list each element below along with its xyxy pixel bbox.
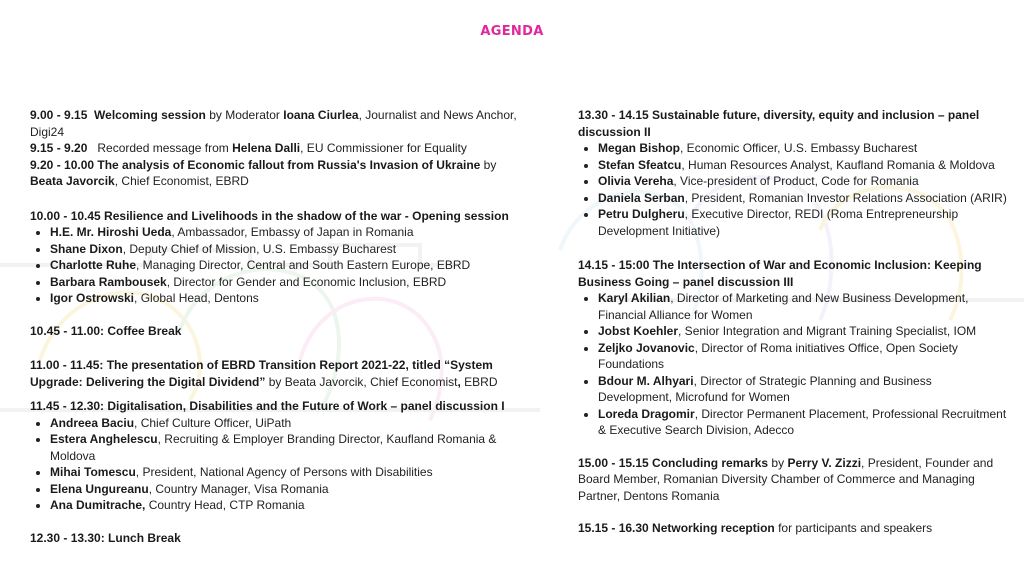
speaker-name: Ana Dumitrache, — [50, 498, 146, 512]
speaker-role: , Chief Culture Officer, UiPath — [134, 415, 292, 430]
speaker-role: , Country Manager, Visa Romania — [148, 481, 329, 496]
message-role: , EU Commissioner for Equality — [300, 141, 467, 155]
speaker-name: Shane Dixon — [50, 241, 123, 256]
speaker-item — [50, 257, 530, 274]
speaker-role: , Executive Director, REDI (Roma Entrepreneurship Development Initiative) — [598, 207, 959, 238]
speaker-item — [598, 323, 1008, 340]
report-title: 11.00 - 11.45: The presentation of EBRD Transition Report 2021-22, titled “System Upgrade: Delivering the Digital Dividend” — [30, 358, 493, 389]
panel-one-title: 11.45 - 12.30: Digitalisation, Disabilities and the Future of Work – panel discussion I — [30, 399, 505, 413]
panel-one-item — [30, 398, 530, 514]
analysis-name: Beata Javorcik — [30, 174, 115, 188]
speaker-item — [598, 173, 1008, 190]
panel-three-item — [578, 257, 1008, 439]
speaker-name: Bdour M. Alhyari — [598, 373, 694, 388]
analysis-title: 9.20 - 10.00 The analysis of Economic fallout from Russia's Invasion of Ukraine — [30, 157, 481, 172]
panel-three-title: 14.15 - 15:00 The Intersection of War and Economic Inclusion: Keeping Business Going – panel discussion III — [578, 258, 982, 289]
speaker-item — [50, 224, 530, 241]
report-by: by Beata Javorcik, Chief Economist — [265, 374, 458, 389]
speaker-name: Barbara Rambousek — [50, 274, 167, 289]
speaker-role: , Deputy Chief of Mission, U.S. Embassy Bucharest — [122, 241, 397, 256]
speaker-item — [598, 340, 1008, 373]
speaker-item — [598, 406, 1008, 439]
resilience-session-item — [30, 208, 530, 307]
networking-text: for participants and speakers — [774, 521, 933, 535]
speaker-name: Karyl Akilian — [598, 291, 671, 305]
agenda-right-column — [578, 107, 1008, 537]
speaker-name: Stefan Sfeatcu — [598, 157, 682, 172]
speaker-role: , President, National Agency of Persons with Disabilities — [135, 465, 433, 479]
speaker-item — [50, 497, 530, 514]
speaker-item — [50, 241, 530, 258]
welcome-by: by Moderator — [205, 108, 284, 122]
speaker-item — [598, 157, 1008, 174]
speaker-item — [50, 464, 530, 481]
speaker-item — [598, 290, 1008, 323]
speaker-name: H.E. Mr. Hiroshi Ueda — [50, 225, 172, 239]
page-title: AGENDA — [480, 24, 544, 39]
report-org: EBRD — [460, 374, 498, 389]
speaker-role: , Human Resources Analyst, Kaufland Romania & Moldova — [681, 157, 995, 172]
speaker-name: Charlotte Ruhe — [50, 258, 137, 272]
speaker-name: Elena Ungureanu — [50, 481, 149, 496]
message-time: 9.15 - 9.20 — [30, 141, 88, 155]
speaker-item — [50, 481, 530, 498]
speaker-role: , Ambassador, Embassy of Japan in Romania — [171, 225, 414, 239]
speaker-item — [50, 431, 530, 464]
concluding-remarks-item — [578, 455, 1008, 505]
analysis-role: , Chief Economist, EBRD — [114, 174, 249, 188]
report-comma: , — [457, 374, 461, 389]
concluding-name: Perry V. Zizzi — [787, 455, 862, 470]
speaker-name: Megan Bishop — [598, 141, 681, 155]
panel-one-speaker-list — [30, 415, 530, 514]
speaker-role: , Director for Gender and Economic Inclusion, EBRD — [166, 274, 447, 289]
speaker-item — [598, 206, 1008, 239]
concluding-by: by — [768, 455, 788, 470]
speaker-name: Igor Ostrowski — [50, 291, 135, 305]
concluding-title: 15.00 - 15.15 Concluding remarks — [578, 455, 769, 470]
speaker-role: , Director of Marketing and New Business Development, Financial Alliance for Women — [598, 291, 969, 322]
speaker-name: Petru Dulgheru — [598, 207, 685, 221]
concluding-role: , President, Founder and Board Member, Romanian Diversity Chamber of Commerce and Managing Partner, Dentons Romania — [578, 455, 994, 503]
speaker-item — [598, 190, 1008, 207]
speaker-name: Loreda Dragomir — [598, 406, 695, 421]
message-text: Recorded message from — [87, 141, 233, 155]
panel-two-item — [578, 107, 1008, 239]
speaker-item — [50, 415, 530, 432]
speaker-item — [598, 373, 1008, 406]
speaker-item — [598, 140, 1008, 157]
speaker-role: , Director Permanent Placement, Professional Recruitment & Executive Search Division, Adecco — [598, 406, 1007, 437]
resilience-title: 10.00 - 10.45 Resilience and Livelihoods in the shadow of the war - Opening session — [30, 208, 509, 223]
agenda-left-column — [30, 107, 530, 546]
speaker-name: Andreea Baciu — [50, 415, 135, 430]
welcome-time: 9.00 - 9.15 — [30, 108, 88, 122]
analysis-by: by — [480, 157, 497, 172]
speaker-role: , Managing Director, Central and South Eastern Europe, EBRD — [136, 258, 471, 272]
speaker-role: , Economic Officer, U.S. Embassy Bucharest — [680, 141, 918, 155]
speaker-name: Mihai Tomescu — [50, 465, 136, 479]
panel-two-title: 13.30 - 14.15 Sustainable future, diversity, equity and inclusion – panel discussion II — [578, 108, 980, 139]
welcome-role: , Journalist and News Anchor, Digi24 — [30, 108, 517, 139]
networking-title: 15.15 - 16.30 Networking reception — [578, 521, 775, 535]
speaker-role: Country Head, CTP Romania — [145, 498, 305, 512]
speaker-role: , President, Romanian Investor Relations Association (ARIR) — [684, 190, 1007, 205]
networking-item — [578, 520, 1008, 537]
speaker-role: , Recruiting & Employer Branding Director, Kaufland Romania & Moldova — [50, 432, 497, 463]
coffee-break: 10.45 - 11.00: Coffee Break — [30, 323, 182, 338]
panel-two-speaker-list — [578, 140, 1008, 239]
speaker-item — [50, 274, 530, 291]
panel-three-speaker-list — [578, 290, 1008, 439]
welcome-session-item — [30, 107, 530, 190]
lunch-break: 12.30 - 13.30: Lunch Break — [30, 530, 181, 545]
speaker-role: , Senior Integration and Migrant Training Specialist, IOM — [678, 324, 977, 338]
speaker-name: Olivia Vereha — [598, 174, 674, 188]
speaker-name: Jobst Koehler — [598, 324, 679, 338]
welcome-title: Welcoming session — [94, 108, 206, 122]
report-presentation-item — [30, 357, 530, 390]
speaker-item — [50, 290, 530, 307]
resilience-speaker-list — [30, 224, 530, 307]
speaker-role: , Director of Strategic Planning and Business Development, Microfund for Women — [598, 373, 932, 404]
speaker-name: Estera Anghelescu — [50, 432, 158, 446]
message-name: Helena Dalli — [232, 141, 301, 155]
speaker-name: Daniela Serban — [598, 190, 685, 205]
speaker-role: , Director of Roma initiatives Office, Open Society Foundations — [598, 340, 958, 371]
speaker-role: , Vice-president of Product, Code for Romania — [673, 174, 919, 188]
speaker-name: Zeljko Jovanovic — [598, 340, 695, 355]
welcome-name: Ioana Ciurlea — [283, 108, 359, 122]
speaker-role: , Global Head, Dentons — [134, 291, 259, 305]
